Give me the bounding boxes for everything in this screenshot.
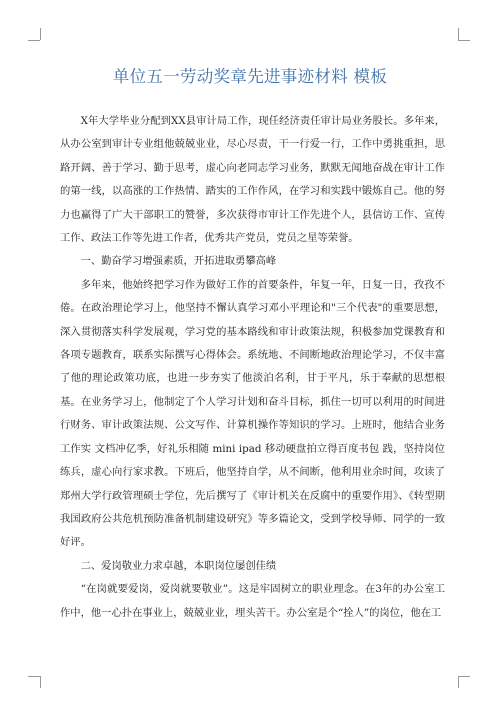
document-title: 单位五一劳动奖章先进事迹材料 模板 xyxy=(112,67,388,86)
document-body xyxy=(60,110,445,625)
paragraph-study: 多年来，他始终把学习作为做好工作的首要条件，年复一年，日复一日，孜孜不倦。在政治理论学习上，他坚持不懈认真学习邓小平理论和"三个代表"的重要思想，深入贯彻落实科学发展观，学习党的基本路线和审计政策法规，积极参加党课教育和各项专题教育，联系实际撰写心得体会。系统地、不间断地政治理论学习，不仅丰富了他的理论政策功底，也进一步夯实了他淡泊名利，甘于平凡，乐于奉献的思想根基。在业务学习上，他制定了个人学习计划和奋斗目标，抓住一切可以利用的时间进行财务、审计政策法规、公文写作、计算机操作等知识的学习。上班时，他结合业务工作实 文档冲亿季，好礼乐相随 mini ipad 移动硬盘拍立得百度书包 践，坚持岗位练兵，虚心向行家求教。下班后，他坚持自学，从不间断，他利用业余时间，攻读了郑州大学行政管理硕士学位，先后撰写了《审计机关在反腐中的重要作用》、《转型期我国政府公共危机预防准备机制建设研究》等多篇论文，受到学校导师、同学的一致好评。 xyxy=(60,278,445,549)
section-heading-2: 二、爱岗敬业力求卓越，本职岗位屡创佳绩 xyxy=(80,559,277,572)
section-heading-1: 一、勤奋学习增强素质，开拓进取勇攀高峰 xyxy=(80,255,277,268)
paragraph-dedication: “在岗就要爱岗，爱岗就要敬业”。这是牢固树立的职业理念。在3年的办公室工作中，他一心扑在事业上，兢兢业业，埋头苦干。办公室是个“拴人”的岗位，他在工 xyxy=(60,583,445,619)
paragraph-intro: X年大学毕业分配到XX县审计局工作，现任经济责任审计局业务股长。多年来，从办公室到审计专业组他兢兢业业，尽心尽责，干一行爱一行，工作中勇挑重担，思路开阔、善于学习、勤于思考，虚心向老同志学习业务，默默无闻地奋战在审计工作的第一线，以高涨的工作热情、踏实的工作作风，在学习和实践中锻炼自己。他的努力也赢得了广大干部职工的赞誉，多次获得市审计工作先进个人，县信访工作、宣传工作、政法工作等先进工作者，优秀共产党员，党员之星等荣誉。 xyxy=(60,115,445,245)
